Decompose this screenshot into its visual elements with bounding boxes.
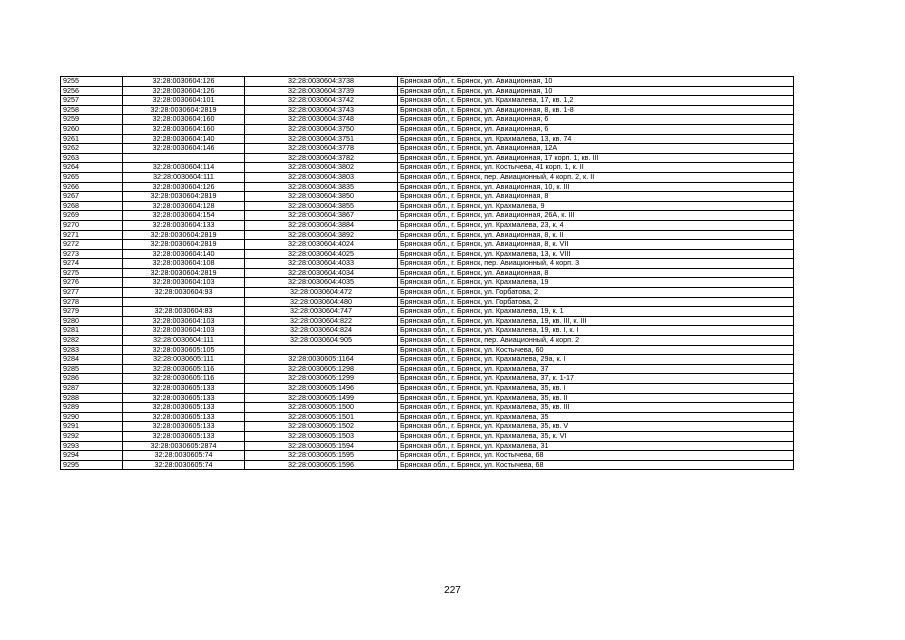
table-row [61,364,794,374]
parcel-number-cell: 32:28:0030604:103 [123,316,245,326]
parcel-number-cell: 32:28:0030605:105 [123,345,245,355]
address-cell: Брянская обл., г. Брянск, ул. Авиационная, 8 [398,192,794,202]
object-number-cell: 32:28:0030604:3850 [245,192,398,202]
table-row [61,96,794,106]
row-number-cell: 9259 [61,115,123,125]
address-cell: Брянская обл., г. Брянск, ул. Костычева, 68 [398,460,794,470]
parcel-number-cell: 32:28:0030605:2874 [123,441,245,451]
object-number-cell: 32:28:0030604:3748 [245,115,398,125]
object-number-cell: 32:28:0030604:3742 [245,96,398,106]
object-number-cell: 32:28:0030604:3884 [245,220,398,230]
address-cell: Брянская обл., г. Брянск, ул. Горбатова, 2 [398,297,794,307]
table-row [61,374,794,384]
row-number-cell: 9283 [61,345,123,355]
registry-table [60,76,794,470]
parcel-number-cell: 32:28:0030604:114 [123,163,245,173]
address-cell: Брянская обл., г. Брянск, ул. Костычева, 41 корп. 1, к. II [398,163,794,173]
address-cell: Брянская обл., г. Брянск, ул. Авиационная, 12А [398,144,794,154]
table-row [61,182,794,192]
address-cell: Брянская обл., г. Брянск, ул. Авиационная, 10 [398,86,794,96]
object-number-cell: 32:28:0030605:1298 [245,364,398,374]
row-number-cell: 9264 [61,163,123,173]
address-cell: Брянская обл., г. Брянск, ул. Крахмалева, 35, к. VI [398,431,794,441]
address-cell: Брянская обл., г. Брянск, ул. Авиационная, 6 [398,124,794,134]
parcel-number-cell [123,297,245,307]
table-row [61,153,794,163]
table-row [61,412,794,422]
object-number-cell: 32:28:0030605:1596 [245,460,398,470]
address-cell: Брянская обл., г. Брянск, ул. Авиационная, 8 [398,268,794,278]
address-cell: Брянская обл., г. Брянск, ул. Авиационная, 8, кв. 1-8 [398,105,794,115]
row-number-cell: 9255 [61,77,123,87]
row-number-cell: 9287 [61,384,123,394]
table-row [61,393,794,403]
table-row [61,288,794,298]
parcel-number-cell: 32:28:0030604:140 [123,134,245,144]
row-number-cell: 9267 [61,192,123,202]
table-row [61,278,794,288]
object-number-cell: 32:28:0030605:1299 [245,374,398,384]
table-row [61,211,794,221]
object-number-cell: 32:28:0030605:1496 [245,384,398,394]
parcel-number-cell: 32:28:0030604:111 [123,172,245,182]
object-number-cell: 32:28:0030605:1595 [245,451,398,461]
row-number-cell: 9265 [61,172,123,182]
row-number-cell: 9285 [61,364,123,374]
parcel-number-cell: 32:28:0030604:160 [123,115,245,125]
table-row [61,230,794,240]
row-number-cell: 9272 [61,240,123,250]
object-number-cell: 32:28:0030604:3867 [245,211,398,221]
object-number-cell: 32:28:0030604:472 [245,288,398,298]
object-number-cell: 32:28:0030604:3835 [245,182,398,192]
table-row [61,336,794,346]
parcel-number-cell: 32:28:0030604:108 [123,259,245,269]
address-cell: Брянская обл., г. Брянск, пер. Авиационный, 4 корп. 2, к. II [398,172,794,182]
address-cell: Брянская обл., г. Брянск, ул. Авиационная, 17 корп. 1, кв. III [398,153,794,163]
object-number-cell: 32:28:0030604:822 [245,316,398,326]
address-cell: Брянская обл., г. Брянск, ул. Крахмалева, 19, к. 1 [398,307,794,317]
object-number-cell: 32:28:0030605:1499 [245,393,398,403]
row-number-cell: 9256 [61,86,123,96]
table-row [61,441,794,451]
parcel-number-cell: 32:28:0030605:133 [123,412,245,422]
row-number-cell: 9262 [61,144,123,154]
object-number-cell: 32:28:0030604:4034 [245,268,398,278]
object-number-cell: 32:28:0030604:3743 [245,105,398,115]
parcel-number-cell: 32:28:0030605:116 [123,374,245,384]
table-row [61,422,794,432]
parcel-number-cell: 32:28:0030605:74 [123,460,245,470]
address-cell: Брянская обл., г. Брянск, ул. Крахмалева, 13, кв. 74 [398,134,794,144]
row-number-cell: 9292 [61,431,123,441]
parcel-number-cell [123,153,245,163]
table-row [61,105,794,115]
parcel-number-cell: 32:28:0030605:116 [123,364,245,374]
table-row [61,355,794,365]
row-number-cell: 9277 [61,288,123,298]
address-cell: Брянская обл., г. Брянск, ул. Авиационная, 8, к. II [398,230,794,240]
row-number-cell: 9291 [61,422,123,432]
address-cell: Брянская обл., г. Брянск, ул. Крахмалева, 17, кв. 1,2 [398,96,794,106]
row-number-cell: 9263 [61,153,123,163]
row-number-cell: 9294 [61,451,123,461]
object-number-cell: 32:28:0030604:4033 [245,259,398,269]
object-number-cell: 32:28:0030605:1164 [245,355,398,365]
parcel-number-cell: 32:28:0030604:126 [123,182,245,192]
parcel-number-cell: 32:28:0030604:2819 [123,268,245,278]
address-cell: Брянская обл., г. Брянск, ул. Авиационная, 10, к. III [398,182,794,192]
parcel-number-cell: 32:28:0030604:93 [123,288,245,298]
parcel-number-cell: 32:28:0030604:140 [123,249,245,259]
table-row [61,268,794,278]
row-number-cell: 9288 [61,393,123,403]
address-cell: Брянская обл., г. Брянск, ул. Авиационная, 8, к. VII [398,240,794,250]
table-row [61,431,794,441]
row-number-cell: 9281 [61,326,123,336]
address-cell: Брянская обл., г. Брянск, ул. Крахмалева, 13, к. VIII [398,249,794,259]
parcel-number-cell: 32:28:0030604:2819 [123,230,245,240]
address-cell: Брянская обл., г. Брянск, ул. Крахмалева, 19, кв. III, к. III [398,316,794,326]
row-number-cell: 9284 [61,355,123,365]
object-number-cell [245,345,398,355]
registry-table-body [61,77,794,470]
parcel-number-cell: 32:28:0030604:128 [123,201,245,211]
address-cell: Брянская обл., г. Брянск, пер. Авиационный, 4 корп. 2 [398,336,794,346]
row-number-cell: 9260 [61,124,123,134]
object-number-cell: 32:28:0030604:3803 [245,172,398,182]
row-number-cell: 9282 [61,336,123,346]
row-number-cell: 9258 [61,105,123,115]
object-number-cell: 32:28:0030604:4035 [245,278,398,288]
table-row [61,403,794,413]
address-cell: Брянская обл., г. Брянск, ул. Костычева, 68 [398,451,794,461]
row-number-cell: 9268 [61,201,123,211]
parcel-number-cell: 32:28:0030604:101 [123,96,245,106]
address-cell: Брянская обл., г. Брянск, ул. Крахмалева, 37 [398,364,794,374]
table-row [61,220,794,230]
row-number-cell: 9273 [61,249,123,259]
row-number-cell: 9276 [61,278,123,288]
object-number-cell: 32:28:0030604:905 [245,336,398,346]
object-number-cell: 32:28:0030605:1500 [245,403,398,413]
parcel-number-cell: 32:28:0030604:154 [123,211,245,221]
table-row [61,316,794,326]
parcel-number-cell: 32:28:0030604:2819 [123,192,245,202]
address-cell: Брянская обл., г. Брянск, ул. Авиационная, 10 [398,77,794,87]
object-number-cell: 32:28:0030605:1503 [245,431,398,441]
table-row [61,144,794,154]
row-number-cell: 9286 [61,374,123,384]
row-number-cell: 9257 [61,96,123,106]
parcel-number-cell: 32:28:0030605:133 [123,431,245,441]
address-cell: Брянская обл., г. Брянск, ул. Горбатова, 2 [398,288,794,298]
row-number-cell: 9270 [61,220,123,230]
table-row [61,134,794,144]
object-number-cell: 32:28:0030604:3750 [245,124,398,134]
address-cell: Брянская обл., г. Брянск, ул. Крахмалева, 19 [398,278,794,288]
address-cell: Брянская обл., г. Брянск, ул. Крахмалева, 37, к. 1-17 [398,374,794,384]
address-cell: Брянская обл., г. Брянск, ул. Крахмалева, 35, кв. V [398,422,794,432]
address-cell: Брянская обл., г. Брянск, ул. Крахмалева, 29а, к. I [398,355,794,365]
object-number-cell: 32:28:0030604:824 [245,326,398,336]
address-cell: Брянская обл., г. Брянск, ул. Крахмалева, 19, кв. I, к. I [398,326,794,336]
row-number-cell: 9279 [61,307,123,317]
table-row [61,192,794,202]
parcel-number-cell: 32:28:0030604:103 [123,326,245,336]
parcel-number-cell: 32:28:0030604:126 [123,77,245,87]
table-row [61,240,794,250]
row-number-cell: 9261 [61,134,123,144]
table-row [61,172,794,182]
parcel-number-cell: 32:28:0030604:103 [123,278,245,288]
address-cell: Брянская обл., г. Брянск, ул. Крахмалева, 35, кв. III [398,403,794,413]
parcel-number-cell: 32:28:0030604:2819 [123,240,245,250]
parcel-number-cell: 32:28:0030605:111 [123,355,245,365]
table-row [61,77,794,87]
parcel-number-cell: 32:28:0030604:126 [123,86,245,96]
parcel-number-cell: 32:28:0030605:133 [123,422,245,432]
address-cell: Брянская обл., г. Брянск, ул. Крахмалева, 9 [398,201,794,211]
table-row [61,451,794,461]
address-cell: Брянская обл., г. Брянск, ул. Крахмалева, 31 [398,441,794,451]
object-number-cell: 32:28:0030605:1501 [245,412,398,422]
parcel-number-cell: 32:28:0030605:133 [123,384,245,394]
table-row [61,460,794,470]
row-number-cell: 9275 [61,268,123,278]
parcel-number-cell: 32:28:0030604:146 [123,144,245,154]
object-number-cell: 32:28:0030604:3892 [245,230,398,240]
table-row [61,307,794,317]
table-row [61,249,794,259]
page-number: 227 [444,585,461,596]
object-number-cell: 32:28:0030604:3802 [245,163,398,173]
row-number-cell: 9295 [61,460,123,470]
address-cell: Брянская обл., г. Брянск, ул. Костычева, 60 [398,345,794,355]
object-number-cell: 32:28:0030605:1502 [245,422,398,432]
object-number-cell: 32:28:0030604:747 [245,307,398,317]
address-cell: Брянская обл., г. Брянск, ул. Крахмалева, 23, к. 4 [398,220,794,230]
table-row [61,345,794,355]
object-number-cell: 32:28:0030604:3738 [245,77,398,87]
address-cell: Брянская обл., г. Брянск, ул. Крахмалева, 35 [398,412,794,422]
parcel-number-cell: 32:28:0030604:111 [123,336,245,346]
row-number-cell: 9269 [61,211,123,221]
object-number-cell: 32:28:0030604:3782 [245,153,398,163]
row-number-cell: 9271 [61,230,123,240]
row-number-cell: 9278 [61,297,123,307]
object-number-cell: 32:28:0030604:3855 [245,201,398,211]
table-row [61,124,794,134]
object-number-cell: 32:28:0030604:3739 [245,86,398,96]
row-number-cell: 9274 [61,259,123,269]
object-number-cell: 32:28:0030604:3778 [245,144,398,154]
row-number-cell: 9289 [61,403,123,413]
object-number-cell: 32:28:0030604:3751 [245,134,398,144]
row-number-cell: 9293 [61,441,123,451]
object-number-cell: 32:28:0030604:4025 [245,249,398,259]
address-cell: Брянская обл., г. Брянск, ул. Крахмалева, 35, кв. I [398,384,794,394]
table-row [61,163,794,173]
parcel-number-cell: 32:28:0030605:74 [123,451,245,461]
table-row [61,115,794,125]
table-row [61,326,794,336]
address-cell: Брянская обл., г. Брянск, пер. Авиационный, 4 корп. 3 [398,259,794,269]
table-row [61,86,794,96]
row-number-cell: 9266 [61,182,123,192]
address-cell: Брянская обл., г. Брянск, ул. Авиационная, 26А, к. III [398,211,794,221]
table-row [61,297,794,307]
parcel-number-cell: 32:28:0030605:133 [123,393,245,403]
object-number-cell: 32:28:0030604:480 [245,297,398,307]
address-cell: Брянская обл., г. Брянск, ул. Крахмалева, 35, кв. II [398,393,794,403]
parcel-number-cell: 32:28:0030604:83 [123,307,245,317]
row-number-cell: 9290 [61,412,123,422]
object-number-cell: 32:28:0030604:4024 [245,240,398,250]
parcel-number-cell: 32:28:0030604:2819 [123,105,245,115]
parcel-number-cell: 32:28:0030604:133 [123,220,245,230]
address-cell: Брянская обл., г. Брянск, ул. Авиационная, 6 [398,115,794,125]
table-row [61,201,794,211]
table-row [61,259,794,269]
parcel-number-cell: 32:28:0030605:133 [123,403,245,413]
parcel-number-cell: 32:28:0030604:160 [123,124,245,134]
table-row [61,384,794,394]
object-number-cell: 32:28:0030605:1594 [245,441,398,451]
row-number-cell: 9280 [61,316,123,326]
